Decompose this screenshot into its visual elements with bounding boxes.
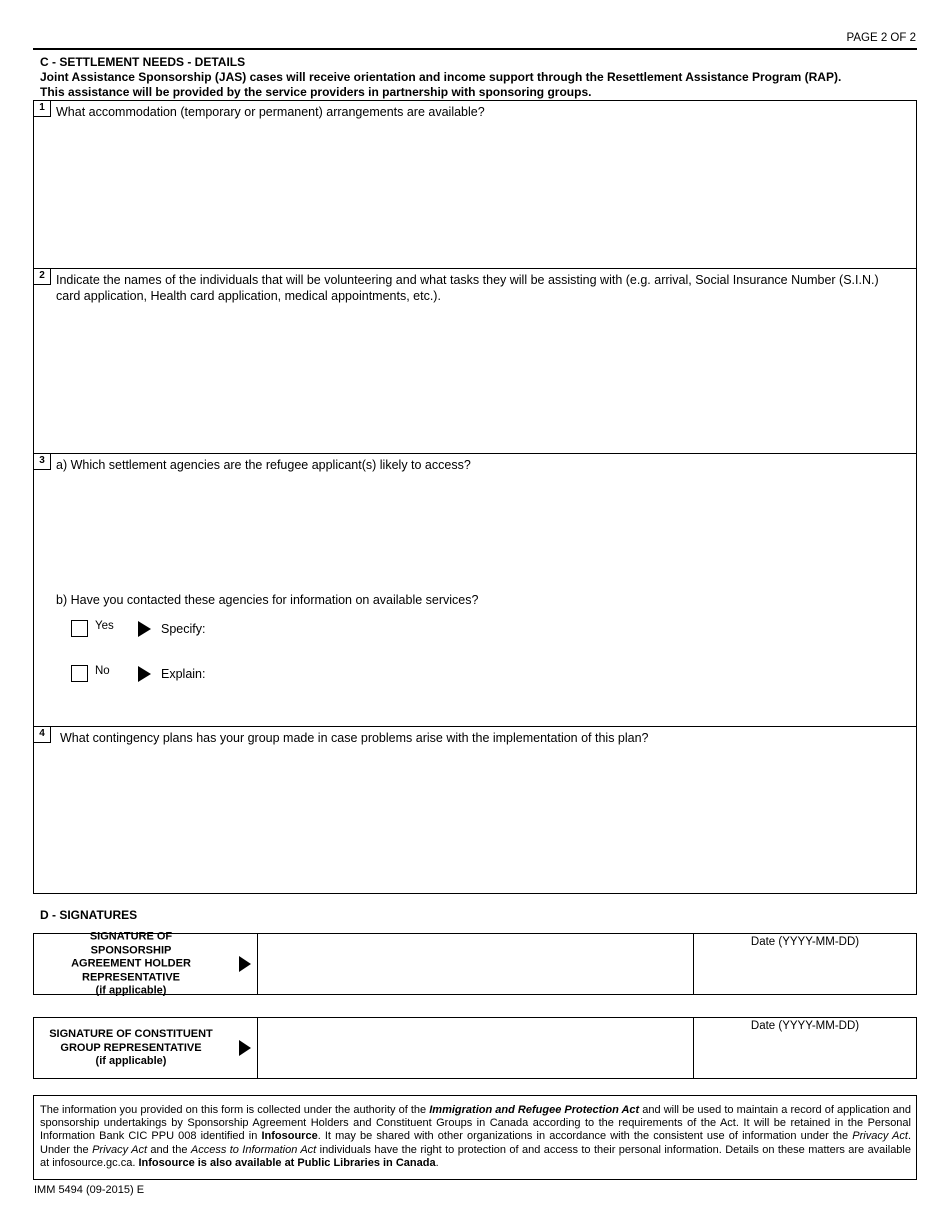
yes-checkbox[interactable] — [71, 620, 88, 637]
signature-label-line: (if applicable) — [95, 1054, 167, 1067]
section-c-title: C - SETTLEMENT NEEDS - DETAILS — [40, 55, 246, 69]
privacy-text: and the — [147, 1143, 191, 1156]
question-2-answer-field[interactable] — [33, 268, 917, 454]
access-act-reference: Access to Information Act — [190, 1143, 317, 1156]
question-3a-text: a) Which settlement agencies are the refugee applicant(s) likely to access? — [56, 458, 471, 472]
signature-label-line: SIGNATURE OF CONSTITUENT — [49, 1027, 213, 1040]
privacy-text: . Under the — [40, 1130, 911, 1156]
signature-label-line: SIGNATURE OF SPONSORSHIP — [89, 930, 173, 956]
signature-label-line: GROUP REPRESENTATIVE — [60, 1041, 202, 1054]
signature-label-line: REPRESENTATIVE — [82, 970, 180, 983]
date-label: Date (YYYY-MM-DD) — [750, 1020, 860, 1032]
question-1-answer-field[interactable] — [33, 100, 917, 269]
signature-label-cell — [34, 930, 258, 997]
privacy-text: individuals have the right to protection of and access to their personal information. Details on these matters are available at infosource.gc.ca. — [40, 1143, 911, 1169]
privacy-text: . — [435, 1156, 439, 1169]
section-c-intro — [40, 70, 841, 99]
explain-prompt: Explain: — [161, 667, 206, 681]
question-4-text: What contingency plans has your group made in case problems arise with the implementation of this plan? — [60, 731, 649, 745]
section-d-title: D - SIGNATURES — [40, 908, 138, 922]
section-c-intro-line2: This assistance will be provided by the service providers in partnership with sponsoring groups. — [40, 84, 592, 99]
right-triangle-icon — [138, 621, 151, 637]
yes-label: Yes — [95, 620, 114, 632]
signature-label — [48, 1028, 244, 1069]
top-divider — [33, 48, 917, 50]
right-triangle-icon — [138, 666, 151, 682]
constituent-date-field[interactable] — [693, 1018, 916, 1078]
signature-label — [48, 930, 244, 998]
date-label: Date (YYYY-MM-DD) — [750, 936, 860, 948]
privacy-act-reference: Privacy Act — [92, 1143, 148, 1156]
specify-prompt: Specify: — [161, 622, 206, 636]
question-4-answer-field[interactable] — [33, 726, 917, 894]
question-3-number: 3 — [34, 454, 51, 470]
right-triangle-icon — [239, 1040, 251, 1056]
section-c-intro-line1: Joint Assistance Sponsorship (JAS) cases will receive orientation and income support through the Resettlement Assistance Program (RAP). — [40, 70, 842, 84]
sponsorship-date-field[interactable] — [693, 934, 916, 994]
question-3b-text: b) Have you contacted these agencies for information on available services? — [56, 593, 479, 607]
signature-row-sponsorship — [33, 930, 917, 997]
sponsorship-signature-field[interactable] — [258, 934, 694, 994]
privacy-text: and will be used to maintain a record of application and sponsorship undertakings by Sponsorship Agreement Holders and Constituent Groups in Canada according to the requirements of the Act. It will be retained in the Personal Information Bank CIC PPU 008 identified in — [40, 1104, 911, 1143]
privacy-notice — [33, 1095, 917, 1180]
no-checkbox[interactable] — [71, 665, 88, 682]
irpa-reference: Immigration and Refugee Protection Act — [429, 1104, 640, 1116]
signature-label-cell — [34, 1018, 258, 1078]
privacy-text: The information you provided on this form is collected under the authority of the — [40, 1104, 430, 1116]
question-1-text: What accommodation (temporary or permanent) arrangements are available? — [56, 105, 485, 119]
page-number: PAGE 2 OF 2 — [846, 32, 916, 44]
question-2-number: 2 — [34, 269, 51, 285]
signature-row-constituent — [33, 1017, 917, 1079]
question-1-number: 1 — [34, 101, 51, 117]
right-triangle-icon — [239, 956, 251, 972]
no-label: No — [95, 665, 110, 677]
signature-label-line: AGREEMENT HOLDER — [71, 957, 191, 970]
public-libraries-note: Infosource is also available at Public Libraries in Canada — [138, 1156, 436, 1169]
signature-label-line: (if applicable) — [95, 984, 167, 997]
privacy-text: . It may be shared with other organizations in accordance with the consistent use of information under the — [317, 1130, 853, 1143]
form-id: IMM 5494 (09-2015) E — [34, 1184, 145, 1196]
question-3-answer-field[interactable] — [33, 453, 917, 727]
infosource-reference: Infosource — [261, 1130, 318, 1143]
privacy-act-reference: Privacy Act — [852, 1130, 908, 1143]
question-2-text: Indicate the names of the individuals that will be volunteering and what tasks they will be assisting with (e.g. arrival, Social Insurance Number (S.I.N.) card application, Health card application, medical appointments, etc.). — [56, 273, 879, 303]
question-4-number: 4 — [34, 727, 51, 743]
constituent-signature-field[interactable] — [258, 1018, 694, 1078]
